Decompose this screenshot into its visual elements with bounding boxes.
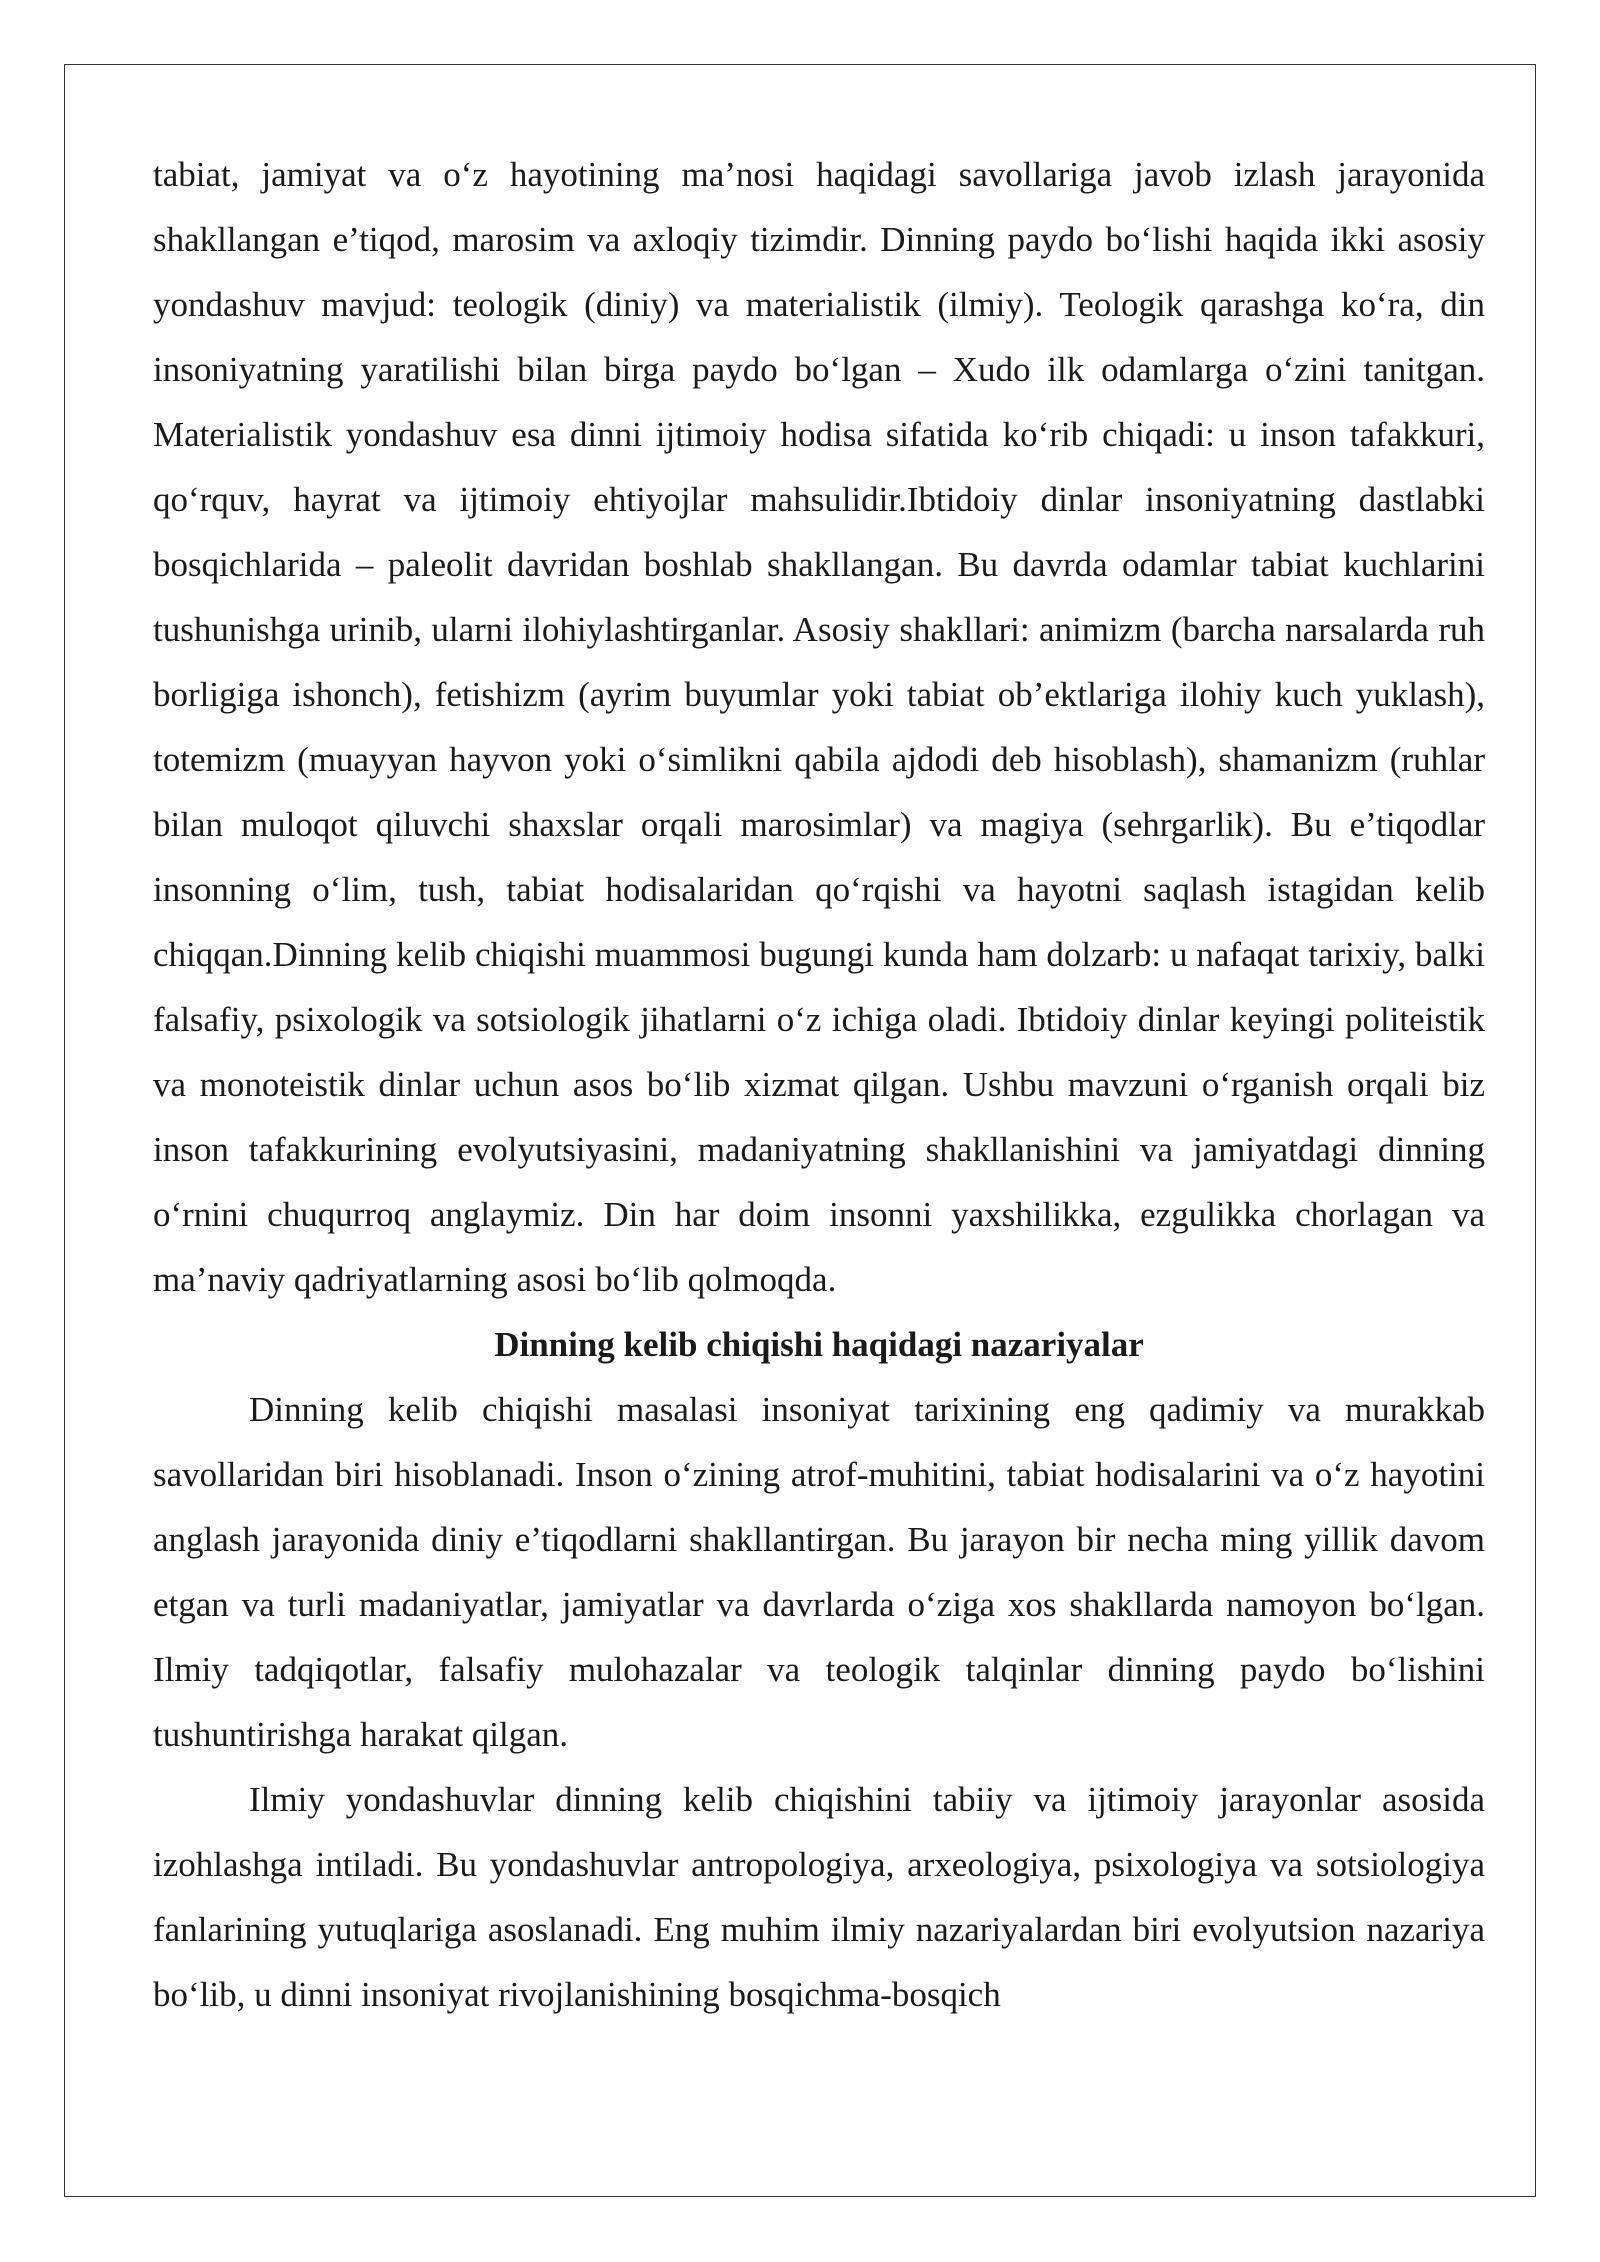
section-heading: Dinning kelib chiqishi haqidagi nazariyalar — [494, 1325, 1144, 1364]
body-paragraph: Dinning kelib chiqishi masalasi insoniyat tarixining eng qadimiy va murakkab savollaridan biri hisoblanadi. Inson o‘zining atrof-muhitini, tabiat hodisalarini va o‘z hayotini anglash jarayonida diniy e’tiqodlarni shakllantirgan. Bu jarayon bir necha ming yillik davom etgan va turli madaniyatlar, jamiyatlar va davrlarda o‘ziga xos shakllarda namoyon bo‘lgan. Ilmiy tadqiqotlar, falsafiy mulohazalar va teologik talqinlar dinning paydo bo‘lishini tushuntirishga harakat qilgan. — [153, 1390, 1485, 1754]
body-paragraph: Ilmiy yondashuvlar dinning kelib chiqishini tabiiy va ijtimoiy jarayonlar asosida izohlashga intiladi. Bu yondashuvlar antropologiya, arxeologiya, psixologiya va sotsiologiya fanlarining yutuqlariga asoslanadi. Eng muhim ilmiy nazariyalardan biri evolyutsion nazariya bo‘lib, u dinni insoniyat rivojlanishining bosqichma-bosqich — [153, 1780, 1485, 2014]
body-paragraph: tabiat, jamiyat va o‘z hayotining ma’nosi haqidagi savollariga javob izlash jarayonida shakllangan e’tiqod, marosim va axloqiy tizimdir. Dinning paydo bo‘lishi haqida ikki asosiy yondashuv mavjud: teologik (diniy) va materialistik (ilmiy). Teologik qarashga ko‘ra, din insoniyatning yaratilishi bilan birga paydo bo‘lgan – Xudo ilk odamlarga o‘zini tanitgan. Materialistik yondashuv esa dinni ijtimoiy hodisa sifatida ko‘rib chiqadi: u inson tafakkuri, qo‘rquv, hayrat va ijtimoiy ehtiyojlar mahsulidir.Ibtidoiy dinlar insoniyatning dastlabki bosqichlarida – paleolit davridan boshlab shakllangan. Bu davrda odamlar tabiat kuchlarini tushunishga urinib, ularni ilohiylashtirganlar. Asosiy shakllari: animizm (barcha narsalarda ruh borligiga ishonch), fetishizm (ayrim buyumlar yoki tabiat ob’ektlariga ilohiy kuch yuklash), totemizm (muayyan hayvon yoki o‘simlikni qabila ajdodi deb hisoblash), shamanizm (ruhlar bilan muloqot qiluvchi shaxslar orqali marosimlar) va magiya (sehrgarlik). Bu e’tiqodlar insonning o‘lim, tush, tabiat hodisalaridan qo‘rqishi va hayotni saqlash istagidan kelib chiqqan.Dinning kelib chiqishi muammosi bugungi kunda ham dolzarb: u nafaqat tarixiy, balki falsafiy, psixologik va sotsiologik jihatlarni o‘z ichiga oladi. Ibtidoiy dinlar keyingi politeistik va monoteistik dinlar uchun asos bo‘lib xizmat qilgan. Ushbu mavzuni o‘rganish orqali biz inson tafakkurining evolyutsiyasini, madaniyatning shakllanishini va jamiyatdagi dinning o‘rnini chuqurroq anglaymiz. Din har doim insonni yaxshilikka, ezgulikka chorlagan va ma’naviy qadriyatlarning asosi bo‘lib qolmoqda. — [153, 155, 1485, 1299]
document-body — [153, 142, 1485, 2027]
